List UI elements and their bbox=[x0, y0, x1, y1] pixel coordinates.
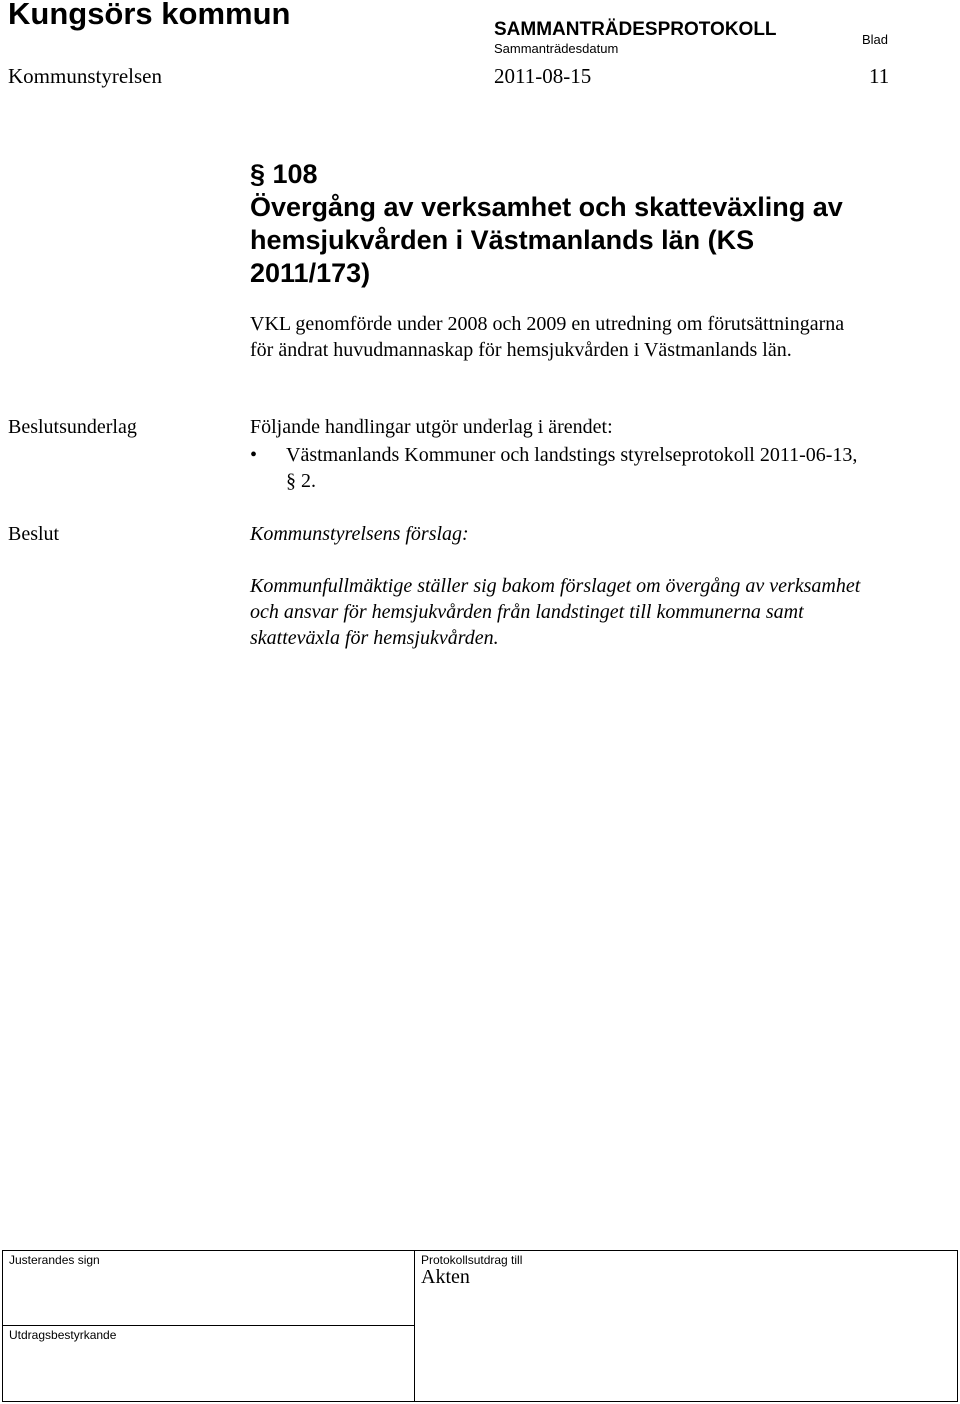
section-number: § 108 bbox=[250, 159, 318, 189]
basis-list bbox=[250, 442, 870, 494]
signature-box-divider bbox=[3, 1325, 415, 1326]
certifier-label: Utdragsbestyrkande bbox=[9, 1328, 117, 1342]
basis-list-item: • Västmanlands Kommuner och landstings styrelseprotokoll 2011-06-13, § 2. bbox=[250, 442, 870, 494]
basis-lead: Följande handlingar utgör underlag i ärendet: bbox=[250, 416, 613, 438]
municipality-name: Kungsörs kommun bbox=[8, 0, 291, 31]
committee-name: Kommunstyrelsen bbox=[8, 64, 162, 88]
signature-box bbox=[2, 1250, 958, 1402]
sheet-number: 11 bbox=[869, 64, 890, 88]
proposal-text: Kommunfullmäktige ställer sig bakom förslaget om övergång av verksamhet och ansvar för hemsjukvården från landstinget till kommunerna samt skatteväxla för hemsjukvården. bbox=[250, 575, 861, 649]
meeting-date-label: Sammanträdesdatum bbox=[494, 41, 619, 56]
extract-recipient: Akten bbox=[421, 1266, 470, 1288]
meeting-date: 2011-08-15 bbox=[494, 64, 592, 88]
document-type: SAMMANTRÄDESPROTOKOLL bbox=[494, 19, 777, 40]
extract-label: Protokollsutdrag till bbox=[421, 1253, 523, 1267]
basis-label: Beslutsunderlag bbox=[8, 416, 137, 438]
signature-box-divider bbox=[414, 1251, 415, 1401]
sheet-label: Blad bbox=[862, 32, 889, 47]
section-heading bbox=[250, 158, 870, 290]
decision-label: Beslut bbox=[8, 523, 60, 545]
proposal-heading: Kommunstyrelsens förslag: bbox=[250, 523, 469, 545]
section-title: Övergång av verksamhet och skatteväxling av hemsjukvården i Västmanlands län (KS 2011/173) bbox=[250, 192, 843, 288]
adjuster-sign-label: Justerandes sign bbox=[9, 1253, 100, 1267]
intro-paragraph: VKL genomförde under 2008 och 2009 en utredning om förutsättningarna för ändrat huvudmannaskap för hemsjukvården i Västmanlands län. bbox=[250, 313, 845, 361]
